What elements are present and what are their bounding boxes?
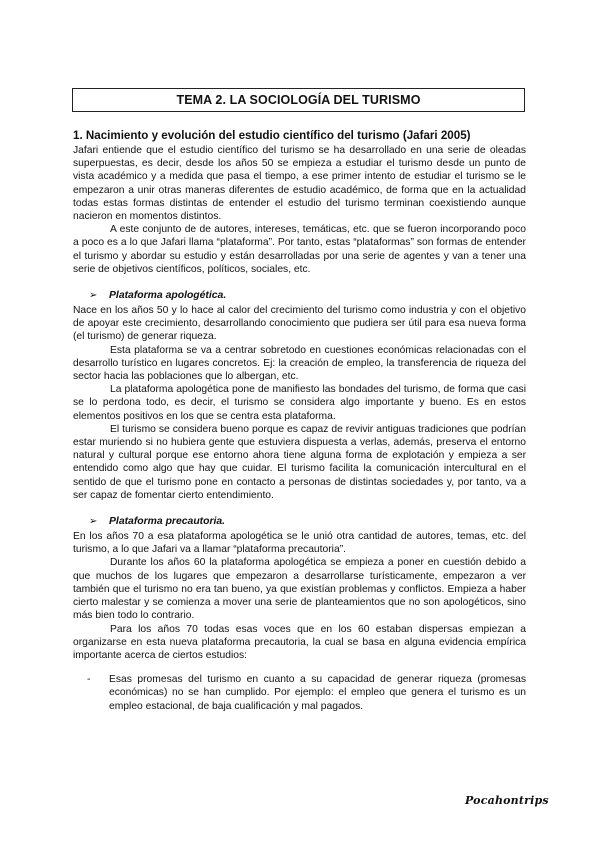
spacer [73,276,526,289]
page-title: TEMA 2. LA SOCIOLOGÍA DEL TURISMO [72,88,525,112]
paragraph: En los años 70 a esa plataforma apologética se le unió otra cantidad de autores, temas, etc. del turismo, a lo que Jafari va a llamar “plataforma precautoria”. [73,531,526,556]
paragraph: Esta plataforma se va a centrar sobretodo en cuestiones económicas relacionadas con el desarrollo turístico en lugares concretos. Ej: la creación de empleo, la transferencia de riqueza del sector hacia las poblaciones que lo albergan, etc. [73,344,526,383]
paragraph: Durante los años 60 la plataforma apologética se empieza a poner en cuestión debido a que muchos de los lugares que empezaron a desarrollarse turísticamente, empezaron a ver también que el turismo no era tan bueno, ya que existían problemas y conflictos. Empieza a haber cierto malestar y se comienza a mover una serie de planteamientos que no son apologéticos, sino más bien todo lo contrario. [73,557,526,622]
arrow-bullet-icon: ➢ [89,290,98,302]
subsection-title: Plataforma apologética. [109,290,227,302]
document-body [73,128,526,713]
arrow-bullet-icon: ➢ [89,516,98,528]
section-heading: 1. Nacimiento y evolución del estudio científico del turismo (Jafari 2005) [73,129,471,142]
dash-bullet-icon: - [87,674,91,686]
signature: Pocahontrips [465,794,549,807]
list-item-text: Esas promesas del turismo en cuanto a su capacidad de generar riqueza (promesas económicas) no se han cumplido. Por ejemplo: el empleo que genera el turismo es un empleo estacional, de baja cualificación y mal pagados. [109,674,526,712]
subsection-heading-apologetica [89,289,526,303]
paragraph: Nace en los años 50 y lo hace al calor del crecimiento del turismo como industria y con el objetivo de apoyar este crecimiento, desarrollando conocimiento que pudiera ser útil para esa nueva forma (el turismo) de generar riqueza. [73,305,526,343]
paragraph: La plataforma apologética pone de manifiesto las bondades del turismo, de forma que casi se lo perdona todo, es decir, el turismo se considera algo importante y bueno. Es en estos elementos positivos en los que se centra esta plataforma. [73,384,526,422]
paragraph: Jafari entiende que el estudio científico del turismo se ha desarrollado en una serie de oleadas superpuestas, es decir, desde los años 50 se empieza a estudiar el turismo desde un punto de vista académico y a medida que pasa el tiempo, a ese primer intento de estudiar el turismo se le empezaron a unir otras maneras diferentes de estudio académico, de forma que en la actualidad todas estas formas distintas de entender el estudio del turismo terminan coexistiendo aunque nacieron en momentos distintos. [73,145,526,223]
list-item [87,673,526,713]
paragraph: Para los años 70 todas esas voces que en los 60 estaban dispersas empiezan a organizarse en esta nueva plataforma precautoria, la cual se basa en alguna evidencia empírica importante acerca de ciertos estudios: [73,623,526,661]
spacer [73,502,526,515]
subsection-title: Plataforma precautoria. [109,516,226,528]
subsection-heading-precautoria [89,515,526,529]
paragraph: A este conjunto de de autores, intereses, temáticas, etc. que se fueron incorporando poco a poco es a lo que Jafari llama “plataforma”. Por tanto, estas “plataformas” son formas de entender el turismo y abordar su estudio y están desarrolladas por una serie de agentes y van a tener una serie de objetivos científicos, políticos, sociales, etc. [73,224,526,275]
paragraph: El turismo se considera bueno porque es capaz de revivir antiguas tradiciones que podrían estar muriendo si no hubiera gente que estuviera dispuesta a verlas, además, preserva el entorno natural y cultural porque ese entorno ahora tiene alguna forma de explotación y empieza a ser entendido como algo que hay que cuidar. El turismo facilita la comunicación intercultural en el sentido de que el turismo pone en contacto a personas de distintas sociedades y, por tanto, va a ser capaz de fomentar cierto entendimiento. [73,423,526,501]
